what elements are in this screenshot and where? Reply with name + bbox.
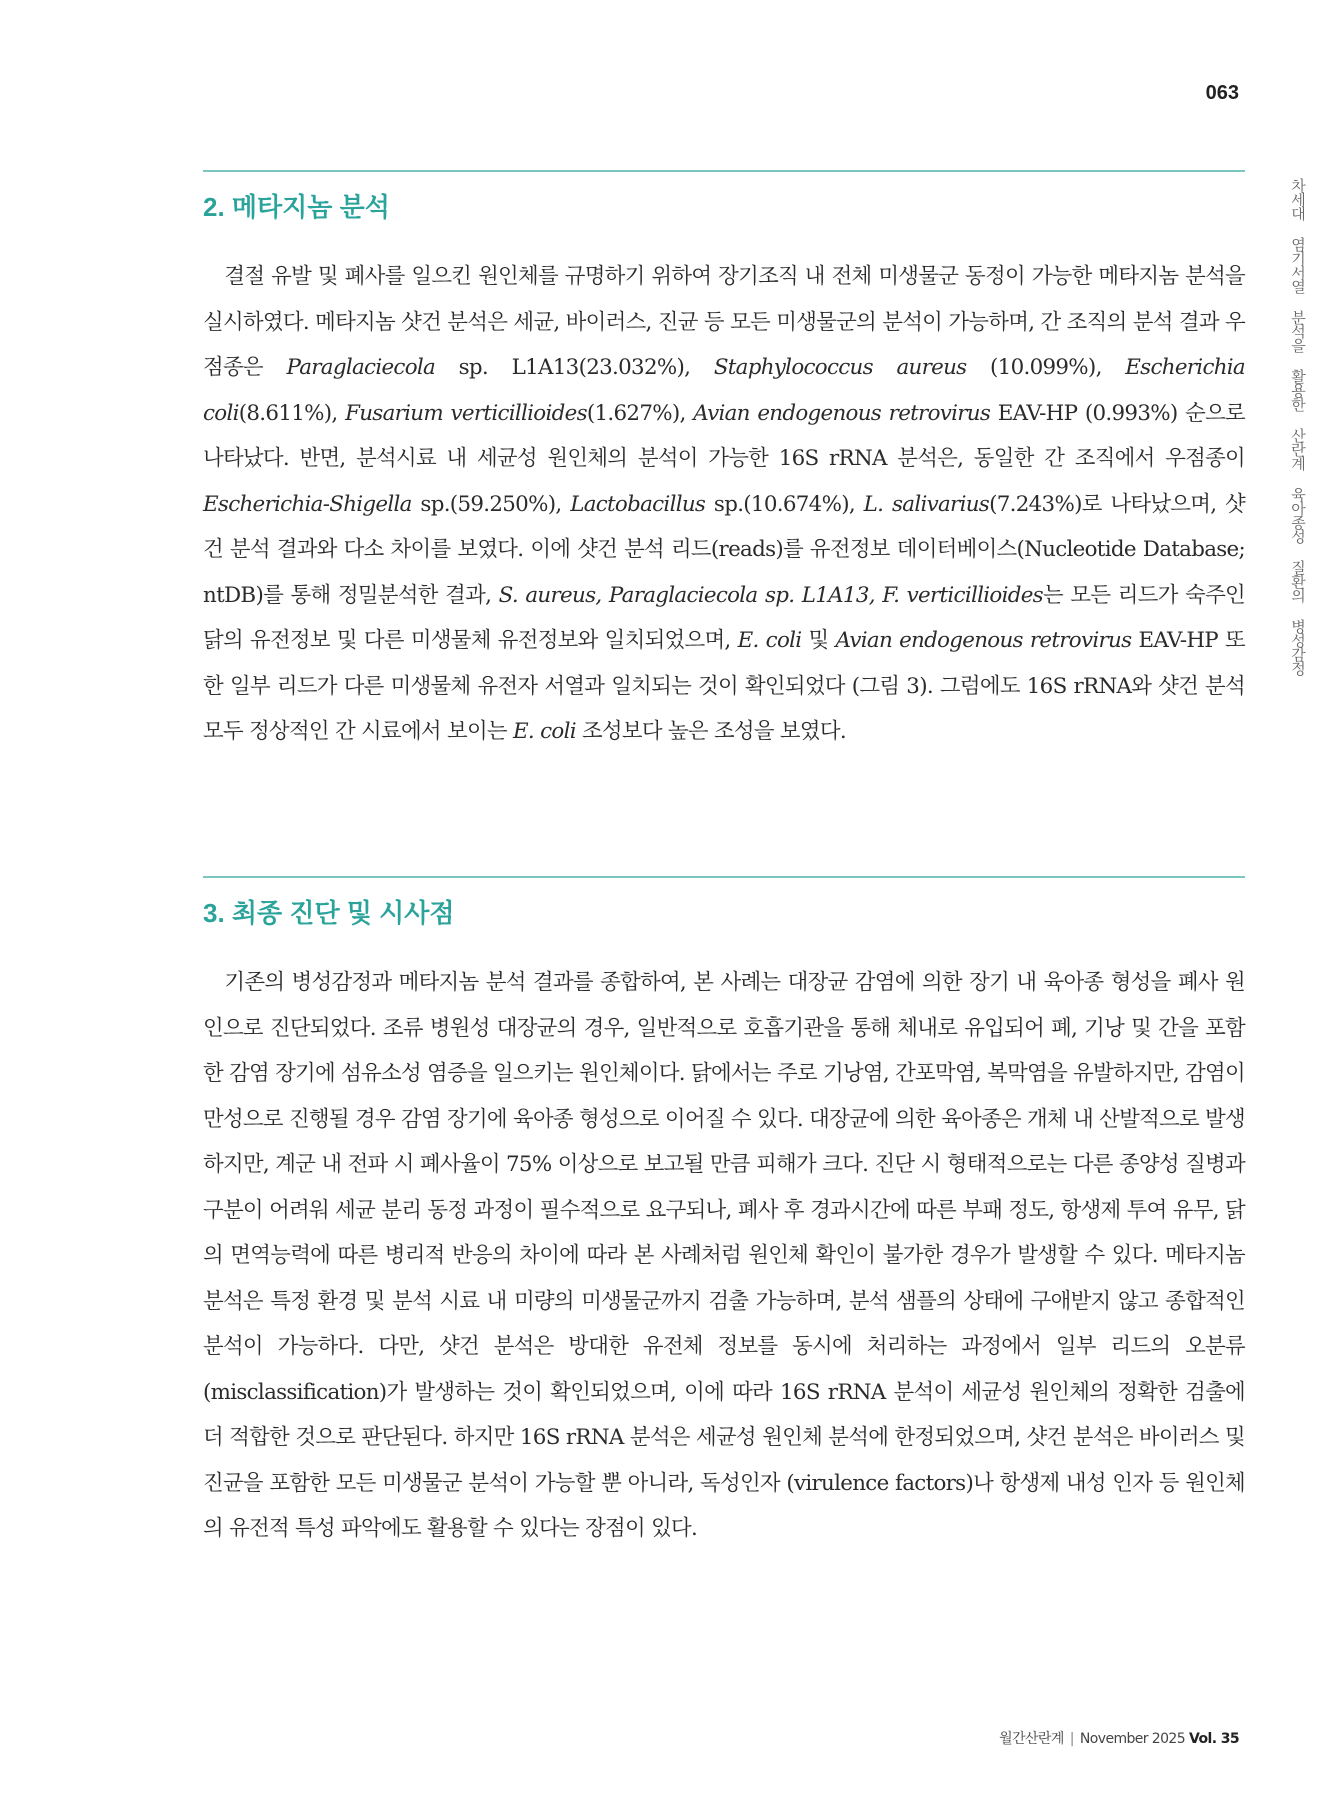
species-name: Paraglaciecola bbox=[286, 355, 436, 380]
text-run: EAV-HP (0.993%) 순으로 나타났다. 반면, 분석시료 내 세균성 원인체의 분석이 가능한 16S rRNA 분석은, 동일한 간 조직에서 우점종이 bbox=[203, 400, 1245, 471]
section-body bbox=[203, 254, 1245, 755]
section-title: 2. 메타지놈 분석 bbox=[203, 192, 390, 222]
species-name: Lactobacillus bbox=[570, 491, 706, 517]
text-run: 기존의 병성감정과 메타지놈 분석 결과를 종합하여, 본 사례는 대장균 감염에 의한 장기 내 육아종 형성을 폐사 원인으로 진단되었다. 조류 병원성 대장균의 경우, 일반적으로 호흡기관을 통해 체내로 유입되어 폐, 기낭 및 간을 포함한 감염 장기에 섬유소성 염증을 일으키는 원인체이다. 닭에서는 주로 기낭염, 간포막염, 복막염을 유발하지만, 감염이 만성으로 진행될 경우 감염 장기에 육아종 형성으로 이어질 수 있다. 대장균에 의한 육아종은 개체 내 산발적으로 발생하지만, 계군 내 전파 시 폐사율이 75% 이상으로 보고될 만큼 피해가 크다. 진단 시 형태적으로는 다른 종양성 질병과 구분이 어려워 세균 분리 동정 과정이 필수적으로 요구되나, 폐사 후 경과시간에 따른 부패 정도, 항생제 투여 유무, 닭의 면역능력에 따른 병리적 반응의 차이에 따라 본 사례처럼 원인체 확인이 불가한 경우가 발생할 수 있다. 메타지놈 분석은 특정 환경 및 분석 시료 내 미량의 미생물군까지 검출 가능하며, 분석 샘플의 상태에 구애받지 않고 종합적인 분석이 가능하다. 다만, 샷건 분석은 방대한 유전체 정보를 동시에 처리하는 과정에서 일부 리드의 오분류(misclassification)가 발생하는 것이 확인되었으며, 이에 따라 16S rRNA 분석이 세균성 원인체의 정확한 검출에 더 적합한 것으로 판단된다. 하지만 16S rRNA 분석은 세균성 원인체 분석에 한정되었으며, 샷건 분석은 바이러스 및 진균을 포함한 모든 미생물군 분석이 가능할 뿐 아니라, 독성인자 (virulence factors)나 항생제 내성 인자 등 원인체의 유전적 특성 파악에도 활용할 수 있다는 장점이 있다. bbox=[203, 970, 1245, 1541]
text-run: (7.243%)로 나타났으며, 샷건 분석 결과와 다소 차이를 보였다. 이에 샷건 분석 리드(reads)를 유전정보 데이터베이스(Nucleotide Database; ntDB)를 통해 정밀분석한 결과, bbox=[203, 491, 1245, 608]
text-run: 결절 유발 및 폐사를 일으킨 원인체를 규명하기 위하여 장기조직 내 전체 미생물군 동정이 가능한 메타지놈 분석을 실시하였다. 메타지놈 샷건 분석은 세균, 바이러스, 진균 등 모든 미생물군의 분석이 가능하며, 간 조직의 분석 결과 우점종은 bbox=[203, 264, 1245, 380]
text-run: 조성보다 높은 조성을 보였다. bbox=[575, 719, 846, 744]
section-divider bbox=[203, 876, 1245, 878]
species-name: L. salivarius bbox=[863, 491, 990, 517]
species-name: Staphylococcus aureus bbox=[713, 355, 967, 380]
species-name: E. coli bbox=[737, 628, 802, 653]
text-run: (10.099%), bbox=[966, 355, 1126, 380]
species-name: E. coli bbox=[513, 719, 576, 744]
species-name: Escherichia-Shigella bbox=[203, 491, 412, 517]
text-run: 는 모든 리드가 숙주인 닭의 유전정보 및 다른 미생물체 유전정보와 일치되었으며, bbox=[203, 582, 1245, 653]
footer-separator: | bbox=[1069, 1731, 1074, 1747]
magazine-name: 월간산란계 bbox=[999, 1731, 1064, 1747]
section-final-diagnosis bbox=[203, 876, 1245, 1573]
text-run: sp. L1A13(23.032%), bbox=[435, 355, 714, 380]
species-name: Avian endogenous retrovirus bbox=[693, 400, 991, 426]
species-name: Escherichia coli bbox=[203, 355, 1245, 426]
text-run: sp.(10.674%), bbox=[705, 491, 864, 517]
section-divider bbox=[203, 170, 1245, 172]
section-title: 3. 최종 진단 및 시사점 bbox=[203, 898, 455, 928]
text-run: 및 bbox=[801, 628, 836, 653]
species-name: Fusarium verticillioides bbox=[345, 400, 587, 426]
page-number: 063 bbox=[1205, 82, 1239, 104]
text-run: EAV-HP 또한 일부 리드가 다른 미생물체 유전자 서열과 일치되는 것이 확인되었다 (그림 3). 그럼에도 16S rRNA와 샷건 분석 모두 정상적인 간 시료에서 보이는 bbox=[203, 628, 1246, 744]
text-run: sp.(59.250%), bbox=[411, 491, 571, 517]
section-body bbox=[203, 960, 1245, 1552]
text-run: (8.611%), bbox=[238, 400, 346, 426]
species-name: S. aureus, Paraglaciecola sp. L1A13, F. verticillioides bbox=[498, 582, 1043, 608]
species-name: Avian endogenous retrovirus bbox=[835, 628, 1132, 653]
text-run: (1.627%), bbox=[586, 400, 694, 426]
running-side-title: 차세대 염기서열 분석을 활용한 산란계 육아종성 질환의 병성감정 bbox=[1289, 178, 1307, 675]
page-footer bbox=[999, 1728, 1239, 1748]
section-metagenome bbox=[203, 170, 1245, 776]
issue-date: November 2025 bbox=[1079, 1731, 1186, 1747]
issue-volume: Vol. 35 bbox=[1189, 1731, 1239, 1747]
